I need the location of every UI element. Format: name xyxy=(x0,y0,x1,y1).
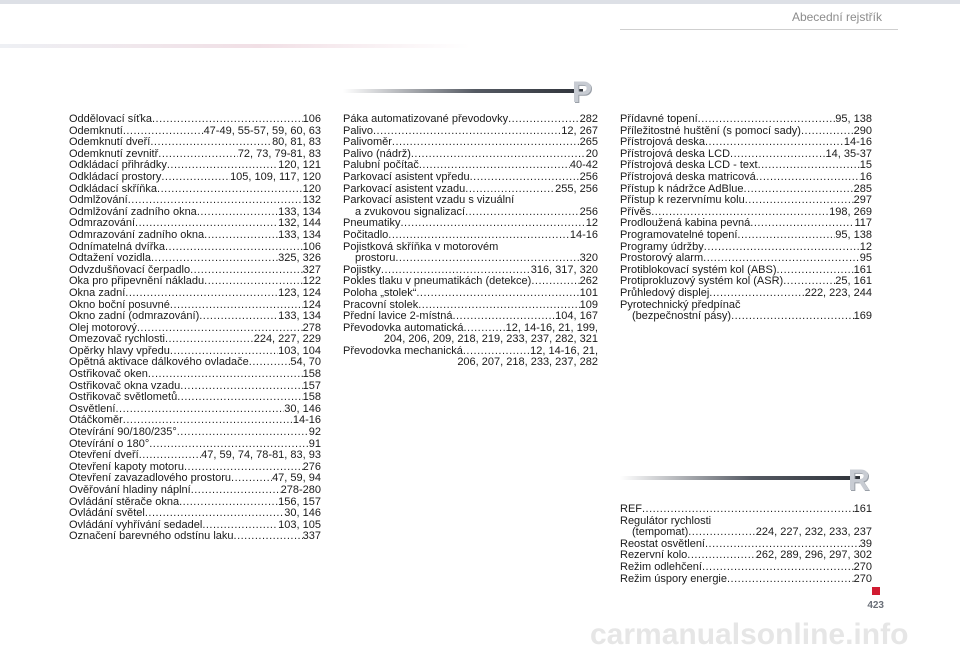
index-entry xyxy=(69,230,321,242)
index-entry-pages: 91 xyxy=(308,437,321,450)
index-entry-pages: 158 xyxy=(302,391,321,404)
index-entry-pages: 14-16 xyxy=(292,414,321,427)
index-entry xyxy=(620,300,872,323)
index-entry-term: Převodovka automatická xyxy=(343,321,464,334)
index-entry-pages: 92 xyxy=(308,426,321,439)
index-entry-pages: 325, 326 xyxy=(278,252,321,265)
index-entry-term: Odmlžování xyxy=(69,194,128,207)
index-entry-term: Pyrotechnický předpínač xyxy=(620,298,741,311)
index-entry xyxy=(69,485,321,497)
leader-dots xyxy=(411,149,586,161)
index-entry-pages: 262, 289, 296, 297, 302 xyxy=(755,549,872,562)
index-entry-term: Odmrazování zadního okna xyxy=(69,228,205,241)
index-entry-pages: 106 xyxy=(302,240,321,253)
index-entry xyxy=(620,574,872,586)
leader-dots xyxy=(128,195,303,207)
footer-accent-mark xyxy=(872,587,880,595)
index-entry-pages: 12 xyxy=(585,217,598,230)
index-entry-pages: 156, 157 xyxy=(278,495,321,508)
top-bar xyxy=(0,0,960,4)
index-entry-term: Otáčkoměr xyxy=(69,414,123,427)
index-entry-term: Olej motorový xyxy=(69,321,137,334)
leader-dots xyxy=(231,473,272,485)
leader-dots xyxy=(148,369,303,381)
index-entry-term-cont: (tempomat) xyxy=(632,526,689,539)
leader-dots xyxy=(373,126,561,138)
leader-dots xyxy=(470,172,580,184)
index-entry-pages: 270 xyxy=(853,572,872,585)
index-entry-pages: 278 xyxy=(302,321,321,334)
section-p-divider xyxy=(343,89,583,93)
index-entry-term: Pokles tlaku v pneumatikách (detekce) xyxy=(343,275,532,288)
index-entry-pages: 122 xyxy=(302,275,321,288)
index-entry-pages: 327 xyxy=(302,263,321,276)
index-entry-pages: 290 xyxy=(853,124,872,137)
index-entry-term: Omezovač rychlosti xyxy=(69,333,165,346)
index-entry-pages: 158 xyxy=(302,368,321,381)
index-entry-pages: 12, 14-16, 21, xyxy=(530,344,598,357)
index-entry-term: Palivoměr xyxy=(343,136,392,149)
index-entry xyxy=(620,172,872,184)
index-entry-term: Průhledový displej xyxy=(620,286,710,299)
index-entry-term: Oddělovací síťka xyxy=(69,113,152,125)
index-entry xyxy=(343,172,598,184)
leader-dots xyxy=(249,357,291,369)
index-entry-pages: 103, 104 xyxy=(278,344,321,357)
leader-dots xyxy=(190,265,303,277)
index-entry xyxy=(620,288,872,300)
index-entry-term: Programovatelné topení xyxy=(620,228,738,241)
index-entry-term: Protiprokluzový systém kol (ASR) xyxy=(620,275,784,288)
index-entry-term: Pojistky xyxy=(343,263,381,276)
leader-dots xyxy=(703,253,860,265)
index-entry-pages: 101 xyxy=(579,286,598,299)
index-entry-term-cont: (bezpečnostní pásy) xyxy=(632,310,732,323)
index-entry xyxy=(69,172,321,184)
index-entry-pages: 120 xyxy=(302,182,321,195)
index-entry-term: Ostřikovač oken xyxy=(69,368,148,381)
leader-dots xyxy=(388,230,570,242)
leader-dots xyxy=(744,184,854,196)
index-entry-term: Regulátor rychlosti xyxy=(620,514,712,527)
index-column-r xyxy=(620,504,872,585)
index-entry-term: Odvzdušňovací čerpadlo xyxy=(69,263,191,276)
section-r-divider xyxy=(620,476,860,480)
index-entry-term: Osvětlení xyxy=(69,402,116,415)
index-entry-term: Přístrojová deska matricová xyxy=(620,170,756,183)
index-entry-term: Prodloužená kabina pevná xyxy=(620,217,751,230)
index-column-p1 xyxy=(343,114,598,369)
index-entry-pages: 255, 256 xyxy=(555,182,598,195)
index-entry-continuation xyxy=(620,311,872,323)
leader-dots xyxy=(197,207,278,219)
index-entry-pages: 222, 223, 244 xyxy=(804,286,872,299)
page-header-title: Abecední rejstřík xyxy=(791,10,882,24)
index-entry-term: Ostřikovač okna vzadu xyxy=(69,379,181,392)
index-entry-pages: 270 xyxy=(853,560,872,573)
index-entry-pages: 12, 14-16, 21, 199, xyxy=(505,321,598,334)
index-entry-pages: 72, 73, 79-81, 83 xyxy=(237,147,321,160)
leader-dots xyxy=(452,311,555,323)
index-entry-pages: 133, 134 xyxy=(278,310,321,323)
index-entry-pages: 265 xyxy=(579,136,598,149)
index-entry-pages: 80, 81, 83 xyxy=(272,136,321,149)
index-entry xyxy=(343,230,598,242)
page-number: 423 xyxy=(867,600,884,611)
index-entry-pages: 39 xyxy=(859,537,872,550)
index-entry-pages: 169 xyxy=(853,310,872,323)
leader-dots xyxy=(731,311,854,323)
index-entry-pages: 25, 161 xyxy=(835,275,872,288)
index-entry-pages: 285 xyxy=(853,182,872,195)
index-entry-pages-cont: 204, 206, 209, 218, 219, 233, 237, 282, 321 xyxy=(383,333,598,346)
index-entry-pages: 105, 109, 117, 120 xyxy=(230,170,321,183)
index-entry-term: Odkládací prostory xyxy=(69,170,162,183)
leader-dots xyxy=(758,160,860,172)
index-entry-pages: 282 xyxy=(579,113,598,125)
index-entry-term: Oka pro připevnění nákladu xyxy=(69,275,205,288)
index-entry-pages-cont: 206, 207, 218, 233, 237, 282 xyxy=(457,356,598,369)
index-entry-term: Odtažení vozidla xyxy=(69,252,151,265)
index-entry xyxy=(69,369,321,381)
index-entry-pages: 15 xyxy=(859,159,872,172)
index-entry-pages: 20 xyxy=(585,147,598,160)
index-entry-pages: 16 xyxy=(859,170,872,183)
index-entry-pages: 278-280 xyxy=(280,484,321,496)
index-entry-term: Otevření dveří xyxy=(69,449,139,462)
section-letter-p: P xyxy=(572,76,593,109)
index-entry-pages: 47, 59, 94 xyxy=(272,472,321,485)
index-entry-term: Režim odlehčení xyxy=(620,560,702,573)
index-entry-term: Opětná aktivace dálkového ovladače xyxy=(69,356,249,369)
index-entry xyxy=(620,195,872,207)
index-entry-term: Otevření zavazadlového prostoru xyxy=(69,472,232,485)
index-entry-pages: 276 xyxy=(302,460,321,473)
index-entry xyxy=(69,253,321,265)
index-entry-term: Odmlžování zadního okna xyxy=(69,205,197,218)
index-entry xyxy=(620,504,872,516)
index-entry-term: Ostřikovač světlometů xyxy=(69,391,178,404)
index-entry-term: Odemknutí zevnitř xyxy=(69,147,159,160)
index-entry-pages: 47, 59, 74, 78-81, 83, 93 xyxy=(201,449,321,462)
index-entry-term: Opěrky hlavy vpředu xyxy=(69,344,170,357)
index-entry-pages: 95 xyxy=(859,252,872,265)
index-entry-pages: 30, 146 xyxy=(284,507,321,520)
index-entry-term: Odmrazování xyxy=(69,217,136,230)
index-entry-pages: 95, 138 xyxy=(835,228,872,241)
index-entry-pages: 123, 124 xyxy=(278,286,321,299)
index-entry xyxy=(343,311,598,323)
index-entry-term: Pojistková skříňka v motorovém xyxy=(343,240,499,253)
index-entry-term: Režim úspory energie xyxy=(620,572,727,585)
index-entry-term: Odemknutí dveří xyxy=(69,136,151,149)
leader-dots xyxy=(704,242,860,254)
index-column-p2 xyxy=(620,114,872,323)
index-entry-term: Pneumatiky xyxy=(343,217,401,230)
leader-dots xyxy=(151,253,278,265)
index-entry-term: Odkládací přihrádky xyxy=(69,159,167,172)
leader-dots xyxy=(161,172,230,184)
index-entry-term: Protiblokovací systém kol (ABS) xyxy=(620,263,777,276)
leader-dots xyxy=(177,427,309,439)
leader-dots xyxy=(698,114,836,126)
index-entry-term: Počitadlo xyxy=(343,228,389,241)
leader-dots xyxy=(756,172,860,184)
index-entry-term: REF xyxy=(620,503,642,515)
index-entry xyxy=(343,346,598,369)
index-entry-term: Odkládací skříňka xyxy=(69,182,158,195)
leader-dots xyxy=(199,311,278,323)
index-entry-term: Poloha „stolek“ xyxy=(343,286,417,299)
index-entry-pages: 124 xyxy=(302,298,321,311)
index-entry-term: Páka automatizované převodovky xyxy=(343,113,509,125)
leader-dots xyxy=(400,218,585,230)
index-entry-pages: 47-49, 55-57, 59, 60, 63 xyxy=(203,124,321,137)
leader-dots xyxy=(727,574,854,586)
index-entry-term: Palivo xyxy=(343,124,373,137)
index-entry-pages: 14-16 xyxy=(569,228,598,241)
index-entry-term: Přístrojová deska LCD - text xyxy=(620,159,758,172)
index-entry-term: Ovládání světel xyxy=(69,507,145,520)
index-entry xyxy=(620,516,872,539)
index-entry xyxy=(620,562,872,574)
index-entry xyxy=(343,323,598,346)
index-entry-pages: 12 xyxy=(859,240,872,253)
index-entry-term: Otevírání o 180° xyxy=(69,437,150,450)
index-entry-term: Odemknutí xyxy=(69,124,123,137)
index-entry xyxy=(620,230,872,242)
index-entry-term: Převodovka mechanická xyxy=(343,344,463,357)
index-entry-pages: 54, 70 xyxy=(290,356,321,369)
index-entry xyxy=(69,195,321,207)
index-entry-pages: 103, 105 xyxy=(278,518,321,531)
index-entry-term: Parkovací asistent vzadu xyxy=(343,182,466,195)
index-entry-pages: 14-16 xyxy=(843,136,872,149)
index-entry-term: Ovládání stěrače okna xyxy=(69,495,180,508)
index-entry-pages: 40-42 xyxy=(569,159,598,172)
leader-dots xyxy=(165,334,254,346)
index-entry-pages: 157 xyxy=(302,379,321,392)
leader-dots xyxy=(158,149,238,161)
leader-dots xyxy=(179,497,278,509)
leader-dots xyxy=(152,114,303,126)
index-entry-term: Palivo (nádrž) xyxy=(343,147,411,160)
index-entry-pages: 109 xyxy=(579,298,598,311)
index-entry-pages: 224, 227, 229 xyxy=(253,333,321,346)
index-entry-term: Přídavné topení xyxy=(620,113,698,125)
index-entry-pages: 12, 267 xyxy=(561,124,598,137)
index-entry-pages: 117 xyxy=(854,217,872,230)
index-entry-term: Přístup k nádržce AdBlue xyxy=(620,182,744,195)
index-entry-pages: 132 xyxy=(302,194,321,207)
index-entry-term: Přední lavice 2-místná xyxy=(343,310,453,323)
watermark: carmanualsonline.info xyxy=(590,618,909,651)
index-entry-pages: 104, 167 xyxy=(555,310,598,323)
index-entry-term: Okno boční posuvné xyxy=(69,298,170,311)
section-letter-r: R xyxy=(848,464,870,497)
index-entry-pages: 198, 269 xyxy=(829,205,872,218)
header-divider xyxy=(620,29,898,30)
index-entry xyxy=(620,253,872,265)
index-entry-term: Ověřování hladiny náplní xyxy=(69,484,191,496)
leader-dots xyxy=(125,288,278,300)
index-entry-pages: 133, 134 xyxy=(278,228,321,241)
index-entry-pages: 133, 134 xyxy=(278,205,321,218)
index-entry-term: Palubní počítač xyxy=(343,159,419,172)
leader-dots xyxy=(416,288,579,300)
index-entry-pages: 256 xyxy=(579,205,598,218)
index-entry-term: Přívěs xyxy=(620,205,652,218)
index-entry-pages: 120, 121 xyxy=(278,159,321,172)
index-entry-term: Parkovací asistent vpředu xyxy=(343,170,470,183)
index-entry xyxy=(69,288,321,300)
index-entry xyxy=(69,311,321,323)
index-entry-pages: 106 xyxy=(302,113,321,125)
index-entry-continuation xyxy=(343,253,598,265)
index-entry-term-cont: prostoru xyxy=(355,252,396,265)
leader-dots xyxy=(531,276,579,288)
index-entry xyxy=(343,195,598,218)
index-entry-term: Přístrojová deska xyxy=(620,136,705,149)
leader-dots xyxy=(180,381,302,393)
leader-dots xyxy=(737,230,835,242)
leader-dots xyxy=(642,504,854,516)
index-entry-term-cont: a zvukovou signalizací xyxy=(355,205,466,218)
index-entry xyxy=(620,114,872,126)
index-column-o xyxy=(69,114,321,543)
index-entry-term: Odnímatelná dvířka xyxy=(69,240,165,253)
index-entry xyxy=(343,288,598,300)
index-entry-term: Příležitostné huštění (s pomocí sady) xyxy=(620,124,801,137)
leader-dots xyxy=(157,184,303,196)
leader-dots xyxy=(191,485,281,497)
index-entry-term: Pracovní stolek xyxy=(343,298,419,311)
leader-dots xyxy=(115,404,284,416)
index-entry-pages: 297 xyxy=(853,194,872,207)
index-entry-term: Přístrojová deska LCD xyxy=(620,147,731,160)
index-entry xyxy=(343,114,598,126)
index-entry-term: Okna zadní xyxy=(69,286,126,299)
index-entry-pages: 316, 317, 320 xyxy=(530,263,598,276)
index-entry-pages: 256 xyxy=(579,170,598,183)
index-entry-pages: 30, 146 xyxy=(284,402,321,415)
index-entry-pages: 224, 227, 232, 233, 237 xyxy=(755,526,872,539)
leader-dots xyxy=(465,207,580,219)
index-entry-pages: 14, 35-37 xyxy=(825,147,872,160)
index-entry-term: Parkovací asistent vzadu s vizuální xyxy=(343,194,515,207)
index-entry-term: Prostorový alarm xyxy=(620,252,704,265)
leader-dots xyxy=(392,137,580,149)
index-entry-pages: 262 xyxy=(579,275,598,288)
index-entry-pages: 337 xyxy=(302,530,321,543)
index-entry-term: Ovládání vyhřívání sedadel xyxy=(69,518,203,531)
index-entry xyxy=(69,531,321,543)
leader-dots xyxy=(709,288,804,300)
leader-dots xyxy=(702,562,854,574)
index-entry-term: Rezervní kolo xyxy=(620,549,688,562)
leader-dots xyxy=(234,531,303,543)
index-entry-pages: 95, 138 xyxy=(835,113,872,125)
index-entry xyxy=(69,114,321,126)
index-entry xyxy=(69,427,321,439)
leader-dots xyxy=(508,114,580,126)
leader-dots xyxy=(395,253,579,265)
index-entry-term: Programy údržby xyxy=(620,240,704,253)
index-entry-term: Přístup k rezervnímu kolu xyxy=(620,194,745,207)
index-entry-term: Reostat osvětlení xyxy=(620,537,705,550)
index-entry-pages: 132, 144 xyxy=(278,217,321,230)
index-entry xyxy=(343,242,598,265)
index-entry-term: Okno zadní (odmrazování) xyxy=(69,310,200,323)
index-entry-pages: 320 xyxy=(579,252,598,265)
leader-dots xyxy=(745,195,854,207)
index-entry-pages: 161 xyxy=(853,503,872,515)
leader-dots xyxy=(204,230,278,242)
index-entry-term: Otevírání 90/180/235° xyxy=(69,426,177,439)
top-gradient-strip xyxy=(0,44,470,48)
index-entry-term: Označení barevného odstínu laku xyxy=(69,530,234,543)
index-entry-pages: 161 xyxy=(853,263,872,276)
index-entry-term: Otevření kapoty motoru xyxy=(69,460,184,473)
